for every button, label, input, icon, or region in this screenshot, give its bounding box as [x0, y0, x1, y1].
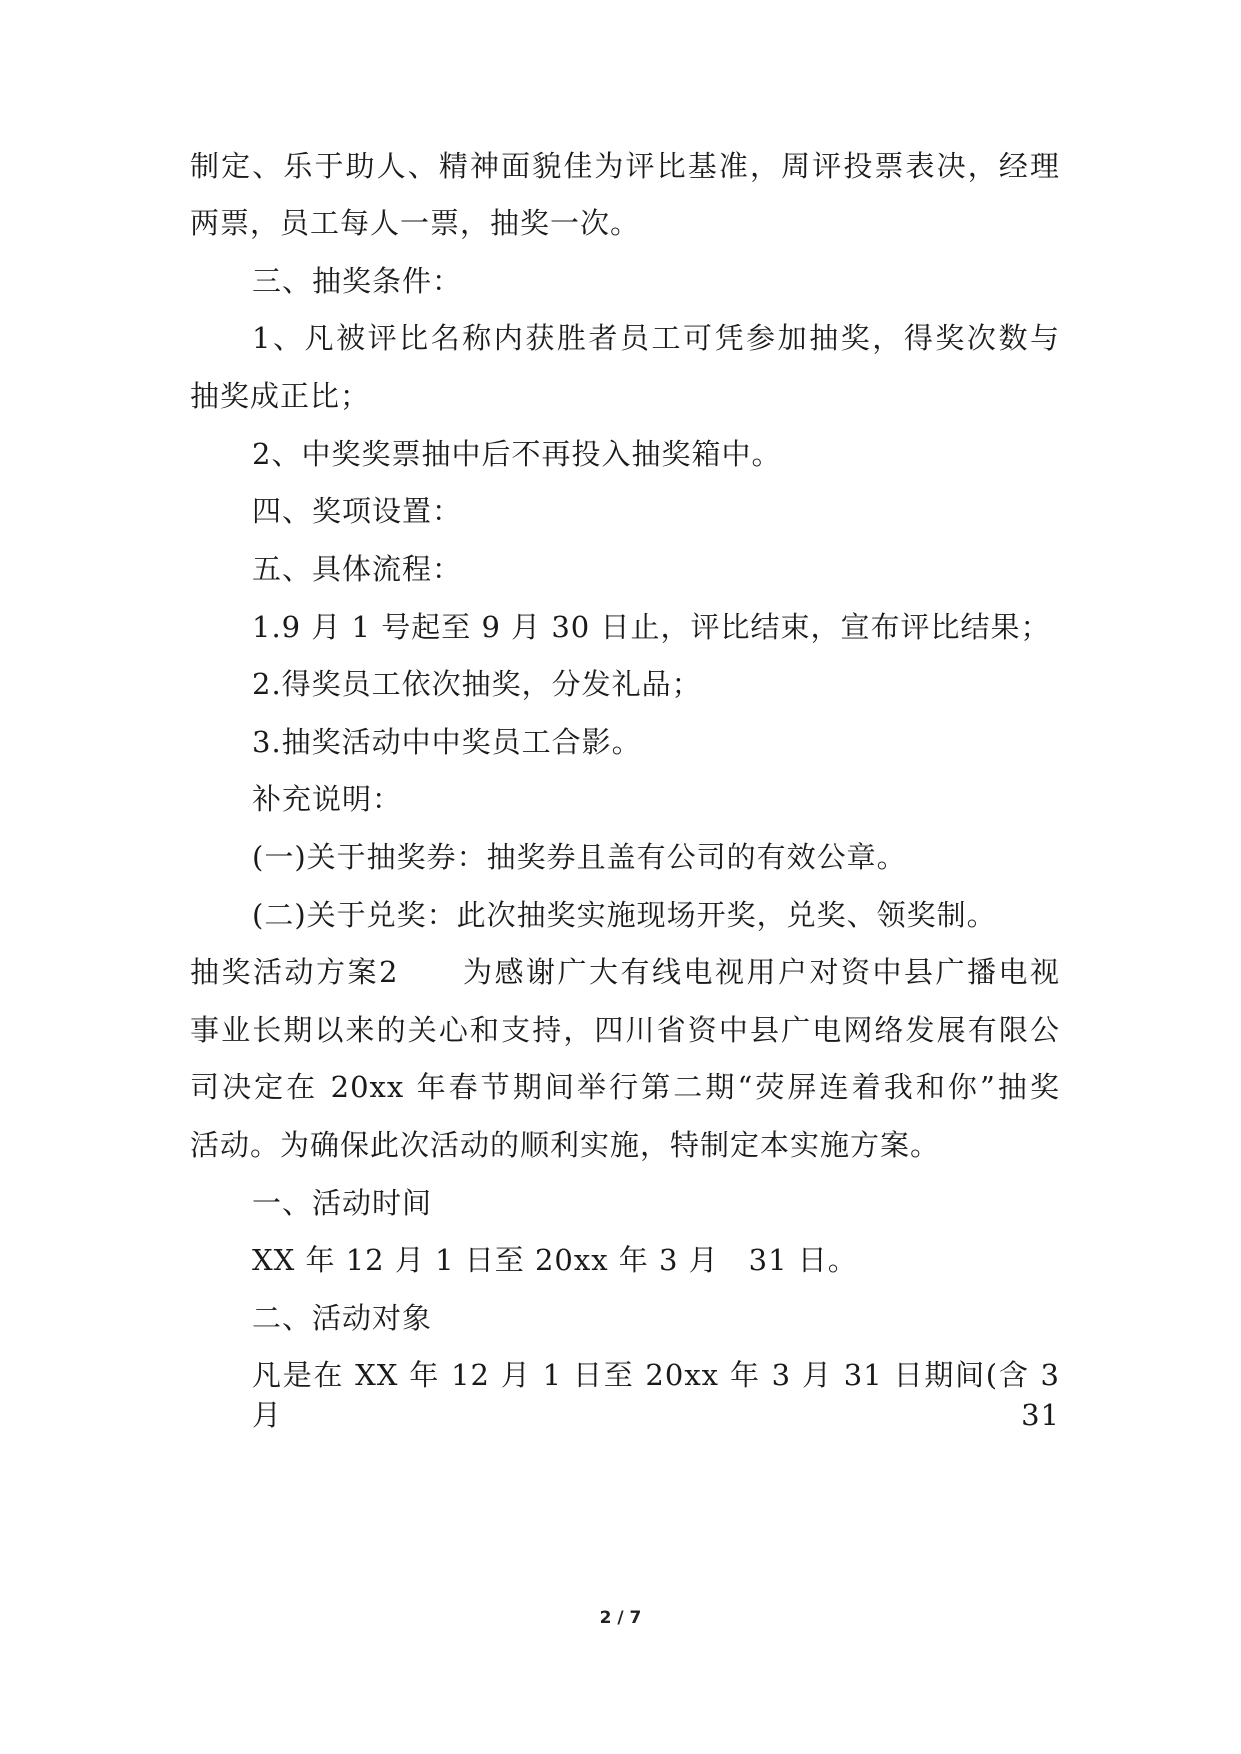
list-item: 2.得奖员工依次抽奖，分发礼品；	[252, 667, 702, 701]
list-item: 3.抽奖活动中中奖员工合影。	[252, 725, 642, 759]
paragraph-line: 活动。为确保此次活动的顺利实施，特制定本实施方案。	[190, 1128, 941, 1162]
list-item: 1.9 月 1 号起至 9 月 30 日止，评比结束，宣布评比结果；	[252, 610, 1051, 644]
page-number: 2 / 7	[599, 1608, 642, 1628]
paragraph-line: 制定、乐于助人、精神面貌佳为评比基准，周评投票表决，经理	[190, 149, 1060, 183]
paragraph-line: 事业长期以来的关心和支持，四川省资中县广电网络发展有限公	[190, 1013, 1060, 1047]
list-item: 1、凡被评比名称内获胜者员工可凭参加抽奖，得奖次数与	[252, 321, 1060, 355]
paragraph-line: 两票，员工每人一票，抽奖一次。	[190, 206, 641, 240]
section-heading: 补充说明：	[252, 782, 403, 816]
paragraph-line: 抽奖成正比；	[190, 379, 371, 413]
list-item: (一)关于抽奖券：抽奖券且盖有公司的有效公章。	[252, 840, 907, 874]
paragraph-line: 凡是在 XX 年 12 月 1 日至 20xx 年 3 月 31 日期间(含 3 月 31	[252, 1358, 1060, 1432]
section-heading: 五、具体流程：	[252, 552, 463, 586]
paragraph-line: 抽奖活动方案2 为感谢广大有线电视用户对资中县广播电视	[190, 955, 1060, 989]
section-heading: 二、活动对象	[252, 1301, 433, 1335]
section-heading: 一、活动时间	[252, 1186, 433, 1220]
list-item: 2、中奖奖票抽中后不再投入抽奖箱中。	[252, 437, 782, 471]
paragraph-line: 司决定在 20xx 年春节期间举行第二期“荧屏连着我和你”抽奖	[190, 1070, 1060, 1104]
list-item: (二)关于兑奖：此次抽奖实施现场开奖，兑奖、领奖制。	[252, 898, 997, 932]
section-heading: 三、抽奖条件：	[252, 264, 463, 298]
paragraph-line: XX 年 12 月 1 日至 20xx 年 3 月 31 日。	[252, 1243, 858, 1277]
section-heading: 四、奖项设置：	[252, 494, 463, 528]
